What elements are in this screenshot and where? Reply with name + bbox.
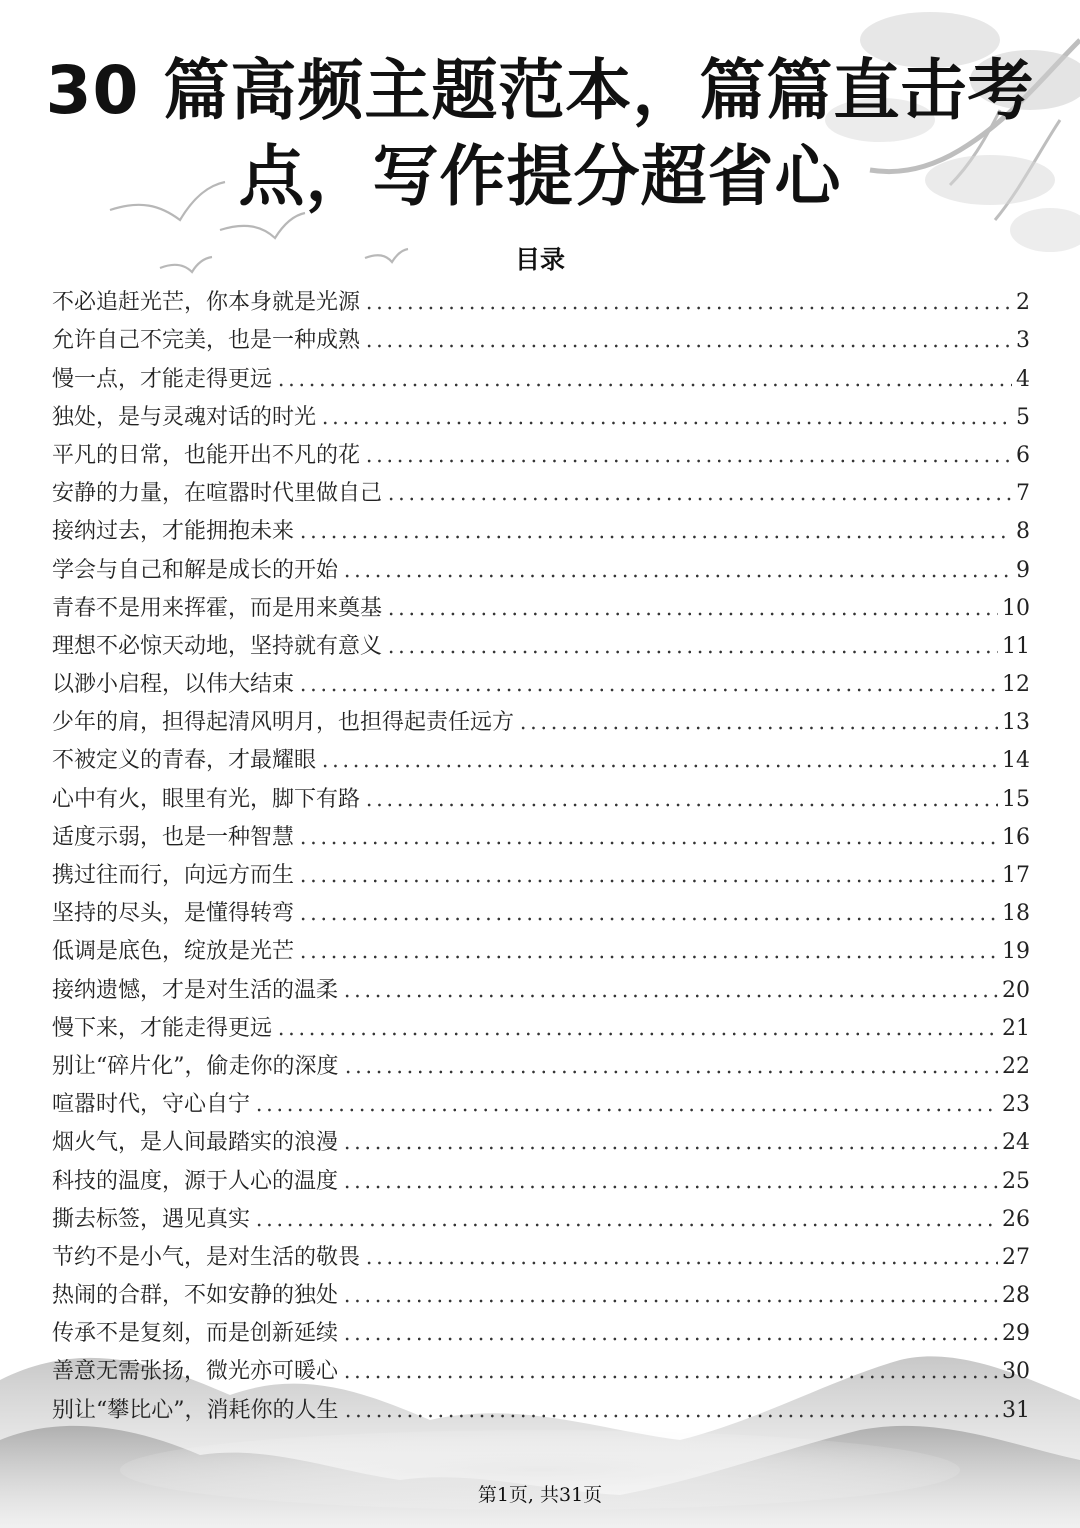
toc-entry[interactable] (52, 359, 1030, 397)
toc-entry[interactable] (52, 818, 1030, 856)
toc-dot-leader (276, 1031, 998, 1037)
toc-entry[interactable] (52, 1047, 1030, 1085)
toc-dot-leader (518, 725, 998, 731)
toc-entry[interactable] (52, 665, 1030, 703)
toc-entry-title: 传承不是复刻，而是创新延续 (52, 1321, 339, 1347)
toc-entry[interactable] (52, 932, 1030, 970)
toc-entry-title: 不必追赶光芒，你本身就是光源 (52, 290, 361, 316)
toc-entry[interactable] (52, 703, 1030, 741)
toc-dot-leader (254, 1107, 998, 1113)
toc-entry-title: 别让“碎片化”，偷走你的深度 (52, 1053, 339, 1079)
toc-dot-leader (320, 420, 1012, 426)
toc-entry-title: 独处，是与灵魂对话的时光 (52, 404, 317, 430)
toc-dot-leader (298, 840, 998, 846)
toc-entry[interactable] (52, 283, 1030, 321)
toc-entry-title: 平凡的日常，也能开出不凡的花 (52, 442, 361, 468)
toc-entry-page-number: 21 (1002, 1015, 1030, 1041)
toc-entry-page-number: 5 (1016, 404, 1030, 430)
toc-entry-page-number: 29 (1002, 1321, 1030, 1347)
toc-entry[interactable] (52, 512, 1030, 550)
toc-entry-page-number: 15 (1002, 786, 1030, 812)
toc-dot-leader (364, 305, 1012, 311)
toc-entry[interactable] (52, 894, 1030, 932)
toc-dot-leader (343, 1069, 999, 1075)
toc-entry[interactable] (52, 741, 1030, 779)
toc-dot-leader (386, 496, 1012, 502)
toc-dot-leader (298, 534, 1012, 540)
toc-entry[interactable] (52, 1238, 1030, 1276)
toc-entry-page-number: 8 (1016, 519, 1030, 545)
toc-entry-title: 青春不是用来挥霍，而是用来奠基 (52, 595, 383, 621)
toc-entry-page-number: 28 (1002, 1283, 1030, 1309)
toc-entry-title: 以渺小启程，以伟大结束 (52, 672, 295, 698)
toc-entry[interactable] (52, 1276, 1030, 1314)
toc-entry-title: 善意无需张扬，微光亦可暖心 (52, 1359, 339, 1385)
toc-entry-page-number: 6 (1016, 442, 1030, 468)
toc-entry-page-number: 12 (1002, 672, 1030, 698)
toc-entry-title: 接纳过去，才能拥抱未来 (52, 519, 295, 545)
toc-entry-page-number: 25 (1002, 1168, 1030, 1194)
toc-entry-title: 烟火气，是人间最踏实的浪漫 (52, 1130, 339, 1156)
toc-entry-title: 撕去标签，遇见真实 (52, 1206, 251, 1232)
toc-dot-leader (364, 802, 998, 808)
toc-entry[interactable] (52, 627, 1030, 665)
toc-dot-leader (342, 1374, 998, 1380)
toc-entry-title: 适度示弱，也是一种智慧 (52, 824, 295, 850)
toc-entry-title: 热闹的合群，不如安静的独处 (52, 1283, 339, 1309)
toc-dot-leader (298, 878, 998, 884)
toc-entry-page-number: 24 (1002, 1130, 1030, 1156)
toc-entry-page-number: 11 (1002, 633, 1030, 659)
toc-dot-leader (342, 1298, 998, 1304)
document-title (40, 48, 1040, 220)
title-line-1: 30 篇高频主题范本，篇篇直击考 (45, 52, 1035, 129)
toc-entry[interactable] (52, 970, 1030, 1008)
toc-entry[interactable] (52, 1390, 1030, 1428)
toc-entry-page-number: 19 (1002, 939, 1030, 965)
toc-entry-page-number: 23 (1002, 1092, 1030, 1118)
toc-entry-title: 理想不必惊天动地，坚持就有意义 (52, 633, 383, 659)
toc-entry-title: 慢下来，才能走得更远 (52, 1015, 273, 1041)
toc-dot-leader (364, 343, 1012, 349)
toc-dot-leader (342, 573, 1012, 579)
toc-entry-title: 携过往而行，向远方而生 (52, 863, 295, 888)
toc-entry-page-number: 10 (1002, 595, 1030, 621)
toc-dot-leader (342, 1336, 998, 1342)
toc-entry[interactable] (52, 1352, 1030, 1390)
toc-entry[interactable] (52, 1200, 1030, 1238)
toc-heading: 目录 (514, 245, 565, 274)
toc-entry-title: 安静的力量，在喧嚣时代里做自己 (52, 481, 383, 507)
toc-entry[interactable] (52, 1009, 1030, 1047)
toc-entry-page-number: 17 (1002, 863, 1030, 888)
toc-entry-title: 允许自己不完美，也是一种成熟 (52, 328, 361, 354)
toc-entry[interactable] (52, 1123, 1030, 1161)
toc-entry-title: 科技的温度，源于人心的温度 (52, 1168, 339, 1194)
toc-entry[interactable] (52, 1085, 1030, 1123)
toc-dot-leader (320, 763, 998, 769)
toc-entry-title: 不被定义的青春，才最耀眼 (52, 748, 317, 774)
toc-entry[interactable] (52, 436, 1030, 474)
toc-entry[interactable] (52, 779, 1030, 817)
toc-dot-leader (364, 1260, 998, 1266)
toc-entry[interactable] (52, 589, 1030, 627)
toc-entry-title: 坚持的尽头，是懂得转弯 (52, 901, 295, 927)
toc-entry-title: 喧嚣时代，守心自宁 (52, 1092, 251, 1118)
toc-entry-page-number: 18 (1002, 901, 1030, 927)
toc-entry-page-number: 30 (1002, 1359, 1030, 1385)
toc-entry-title: 低调是底色，绽放是光芒 (52, 939, 295, 965)
toc-dot-leader (276, 382, 1012, 388)
toc-entry-title: 节约不是小气，是对生活的敬畏 (52, 1244, 361, 1270)
toc-dot-leader (386, 649, 998, 655)
toc-entry-page-number: 26 (1002, 1206, 1030, 1232)
page-footer: 第1页, 共31页 (477, 1484, 603, 1506)
toc-dot-leader (342, 1145, 998, 1151)
toc-entry-title: 别让“攀比心”，消耗你的人生 (52, 1397, 339, 1423)
toc-entry[interactable] (52, 1161, 1030, 1199)
toc-dot-leader (342, 1184, 998, 1190)
toc-entry[interactable] (52, 474, 1030, 512)
toc-entry[interactable] (52, 398, 1030, 436)
toc-entry-page-number: 3 (1016, 328, 1030, 354)
table-of-contents (52, 283, 1030, 1429)
toc-entry[interactable] (52, 1314, 1030, 1352)
toc-entry-page-number: 27 (1002, 1244, 1030, 1270)
toc-entry[interactable] (52, 321, 1030, 359)
toc-entry-page-number: 31 (1002, 1397, 1030, 1423)
toc-dot-leader (364, 458, 1012, 464)
toc-dot-leader (342, 993, 998, 999)
toc-entry[interactable] (52, 550, 1030, 588)
toc-entry-page-number: 4 (1016, 366, 1030, 392)
toc-entry-page-number: 14 (1002, 748, 1030, 774)
toc-entry[interactable] (52, 856, 1030, 894)
toc-dot-leader (298, 954, 998, 960)
toc-entry-page-number: 7 (1016, 481, 1030, 507)
toc-dot-leader (386, 611, 998, 617)
toc-entry-page-number: 20 (1002, 977, 1030, 1003)
toc-dot-leader (254, 1222, 998, 1228)
toc-dot-leader (298, 916, 998, 922)
toc-entry-page-number: 22 (1002, 1053, 1030, 1079)
toc-entry-title: 心中有火，眼里有光，脚下有路 (52, 786, 361, 812)
toc-entry-title: 慢一点，才能走得更远 (52, 366, 273, 392)
toc-entry-page-number: 2 (1016, 290, 1030, 316)
toc-dot-leader (298, 687, 998, 693)
toc-entry-page-number: 9 (1016, 557, 1030, 583)
toc-entry-title: 接纳遗憾，才是对生活的温柔 (52, 977, 339, 1003)
toc-entry-title: 学会与自己和解是成长的开始 (52, 557, 339, 583)
toc-entry-page-number: 16 (1002, 824, 1030, 850)
toc-entry-title: 少年的肩，担得起清风明月，也担得起责任远方 (52, 710, 515, 736)
toc-dot-leader (343, 1413, 999, 1419)
title-line-2: 点，写作提分超省心 (238, 138, 842, 215)
toc-entry-page-number: 13 (1002, 710, 1030, 736)
